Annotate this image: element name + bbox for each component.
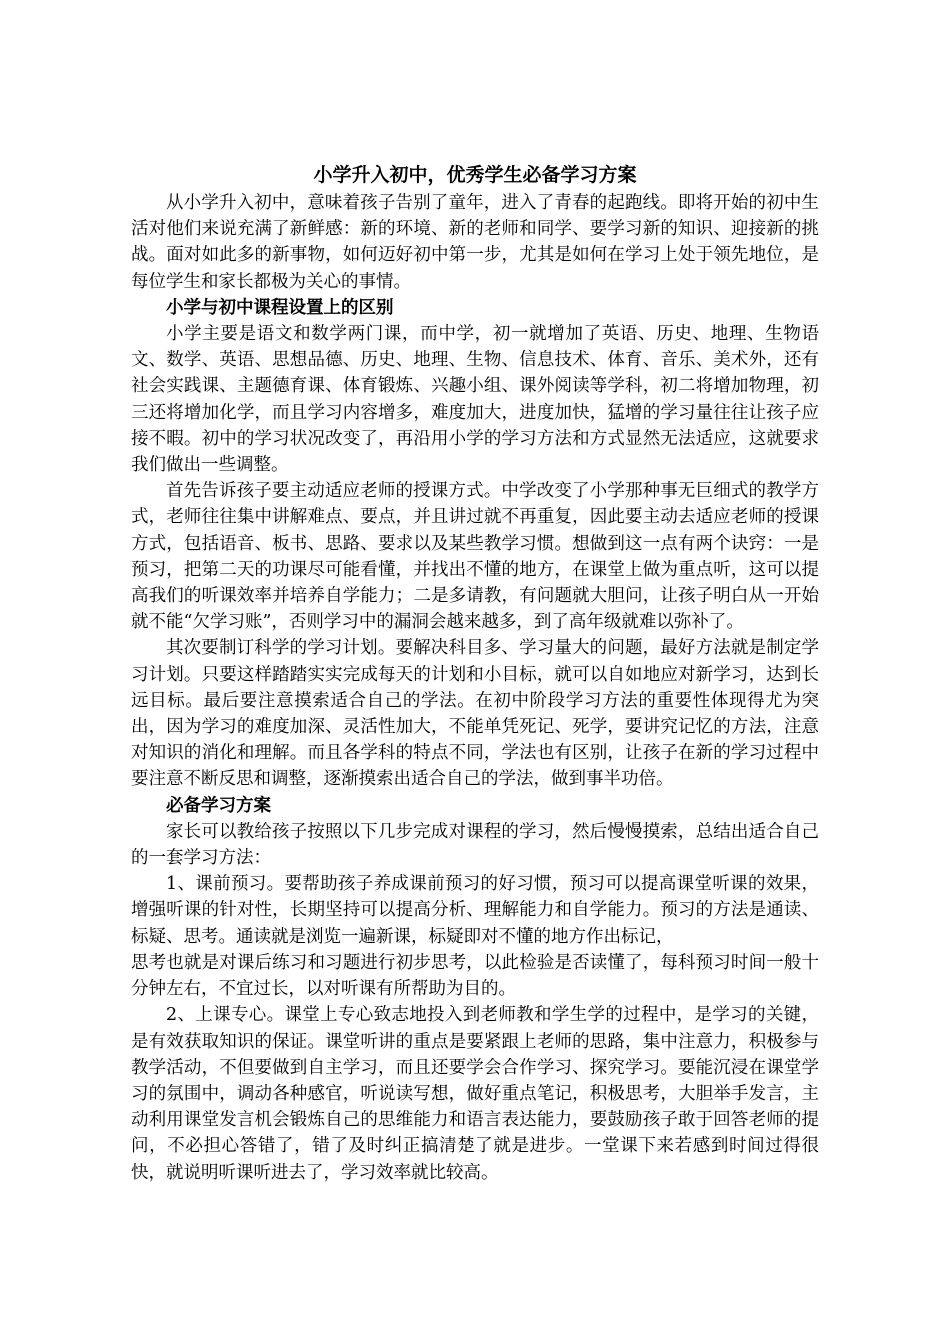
intro-paragraph: 从小学升入初中，意味着孩子告别了童年，进入了青春的起跑线。即将开始的初中生活对他们来说充满了新鲜感：新的环境、新的老师和同学、要学习新的知识、迎接新的挑战。面对如此多的新事物，如何迈好初中第一步，尤其是如何在学习上处于领先地位，是每位学生和家长都极为关心的事情。: [131, 193, 819, 292]
curriculum-paragraph-2: 首先告诉孩子要主动适应老师的授课方式。中学改变了小学那种事无巨细式的教学方式，老师往往集中讲解难点、要点，并且讲过就不再重复，因此要主动去适应老师的授课方式，包括语音、板书、思路、要求以及某些教学习惯。想做到这一点有两个诀窍：一是预习，把第二天的功课尽可能看懂，并找出不懂的地方，在课堂上做为重点听，这可以提高我们的听课效率并培养自学能力；二是多请教，有问题就大胆问，让孩子明白从一开始就不能“欠学习账”，否则学习中的漏洞会越来越多，到了高年级就难以弥补了。: [131, 481, 819, 633]
preview-paragraph-continued: 思考也就是对课后练习和习题进行初步思考，以此检验是否读懂了，每科预习时间一般十分钟左右，不宜过长，以对听课有所帮助为目的。: [131, 952, 819, 1000]
section-heading-study-plan: 必备学习方案: [166, 795, 271, 816]
curriculum-paragraph-3: 其次要制订科学的学习计划。要解决科目多、学习量大的问题，最好方法就是制定学习计划。只要这样踏踏实实完成每天的计划和小目标，就可以自如地应对新学习，达到长远目标。最后要注意摸索适合自己的学法。在初中阶段学习方法的重要性体现得尤为突出，因为学习的难度加深、灵活性加大，不能单凭死记、死学，要讲究记忆的方法，注意对知识的消化和理解。而且各学科的特点不同，学法也有区别，让孩子在新的学习过程中要注意不断反思和调整，逐渐摸索出适合自己的学法，做到事半功倍。: [131, 638, 819, 790]
study-plan-intro-paragraph: 家长可以教给孩子按照以下几步完成对课程的学习，然后慢慢摸索，总结出适合自己的一套学习方法：: [131, 821, 819, 869]
preview-paragraph: 1、课前预习。要帮助孩子养成课前预习的好习惯，预习可以提高课堂听课的效果，增强听课的针对性，长期坚持可以提高分析、理解能力和自学能力。预习的方法是通读、标疑、思考。通读就是浏览一遍新课，标疑即对不懂的地方作出标记，: [131, 874, 819, 947]
focus-in-class-paragraph: 2、上课专心。课堂上专心致志地投入到老师教和学生学的过程中，是学习的关键，是有效获取知识的保证。课堂听讲的重点是要紧跟上老师的思路，集中注意力，积极参与教学活动，不但要做到自主学习，而且还要学会合作学习、探究学习。要能沉浸在课堂学习的氛围中，调动各种感官，听说读写想，做好重点笔记，积极思考，大胆举手发言，主动利用课堂发言机会锻炼自己的思维能力和语言表达能力，要鼓励孩子敢于回答老师的提问，不必担心答错了，错了及时纠正搞清楚了就是进步。一堂课下来若感到时间过得很快，就说明听课听进去了，学习效率就比较高。: [131, 1005, 819, 1183]
section-heading-curriculum: 小学与初中课程设置上的区别: [166, 297, 394, 318]
document-title: 小学升入初中，优秀学生必备学习方案: [313, 164, 637, 186]
document-page: [131, 160, 819, 1186]
curriculum-paragraph-1: 小学主要是语文和数学两门课，而中学，初一就增加了英语、历史、地理、生物语文、数学、英语、思想品德、历史、地理、生物、信息技术、体育、音乐、美术外，还有社会实践课、主题德育课、体育锻炼、兴趣小组、课外阅读等学科，初二将增加物理，初三还将增加化学，而且学习内容增多，难度加大，进度加快，猛增的学习量往往让孩子应接不暇。初中的学习状况改变了，再沿用小学的学习方法和方式显然无法适应，这就要求我们做出一些调整。: [131, 324, 819, 476]
